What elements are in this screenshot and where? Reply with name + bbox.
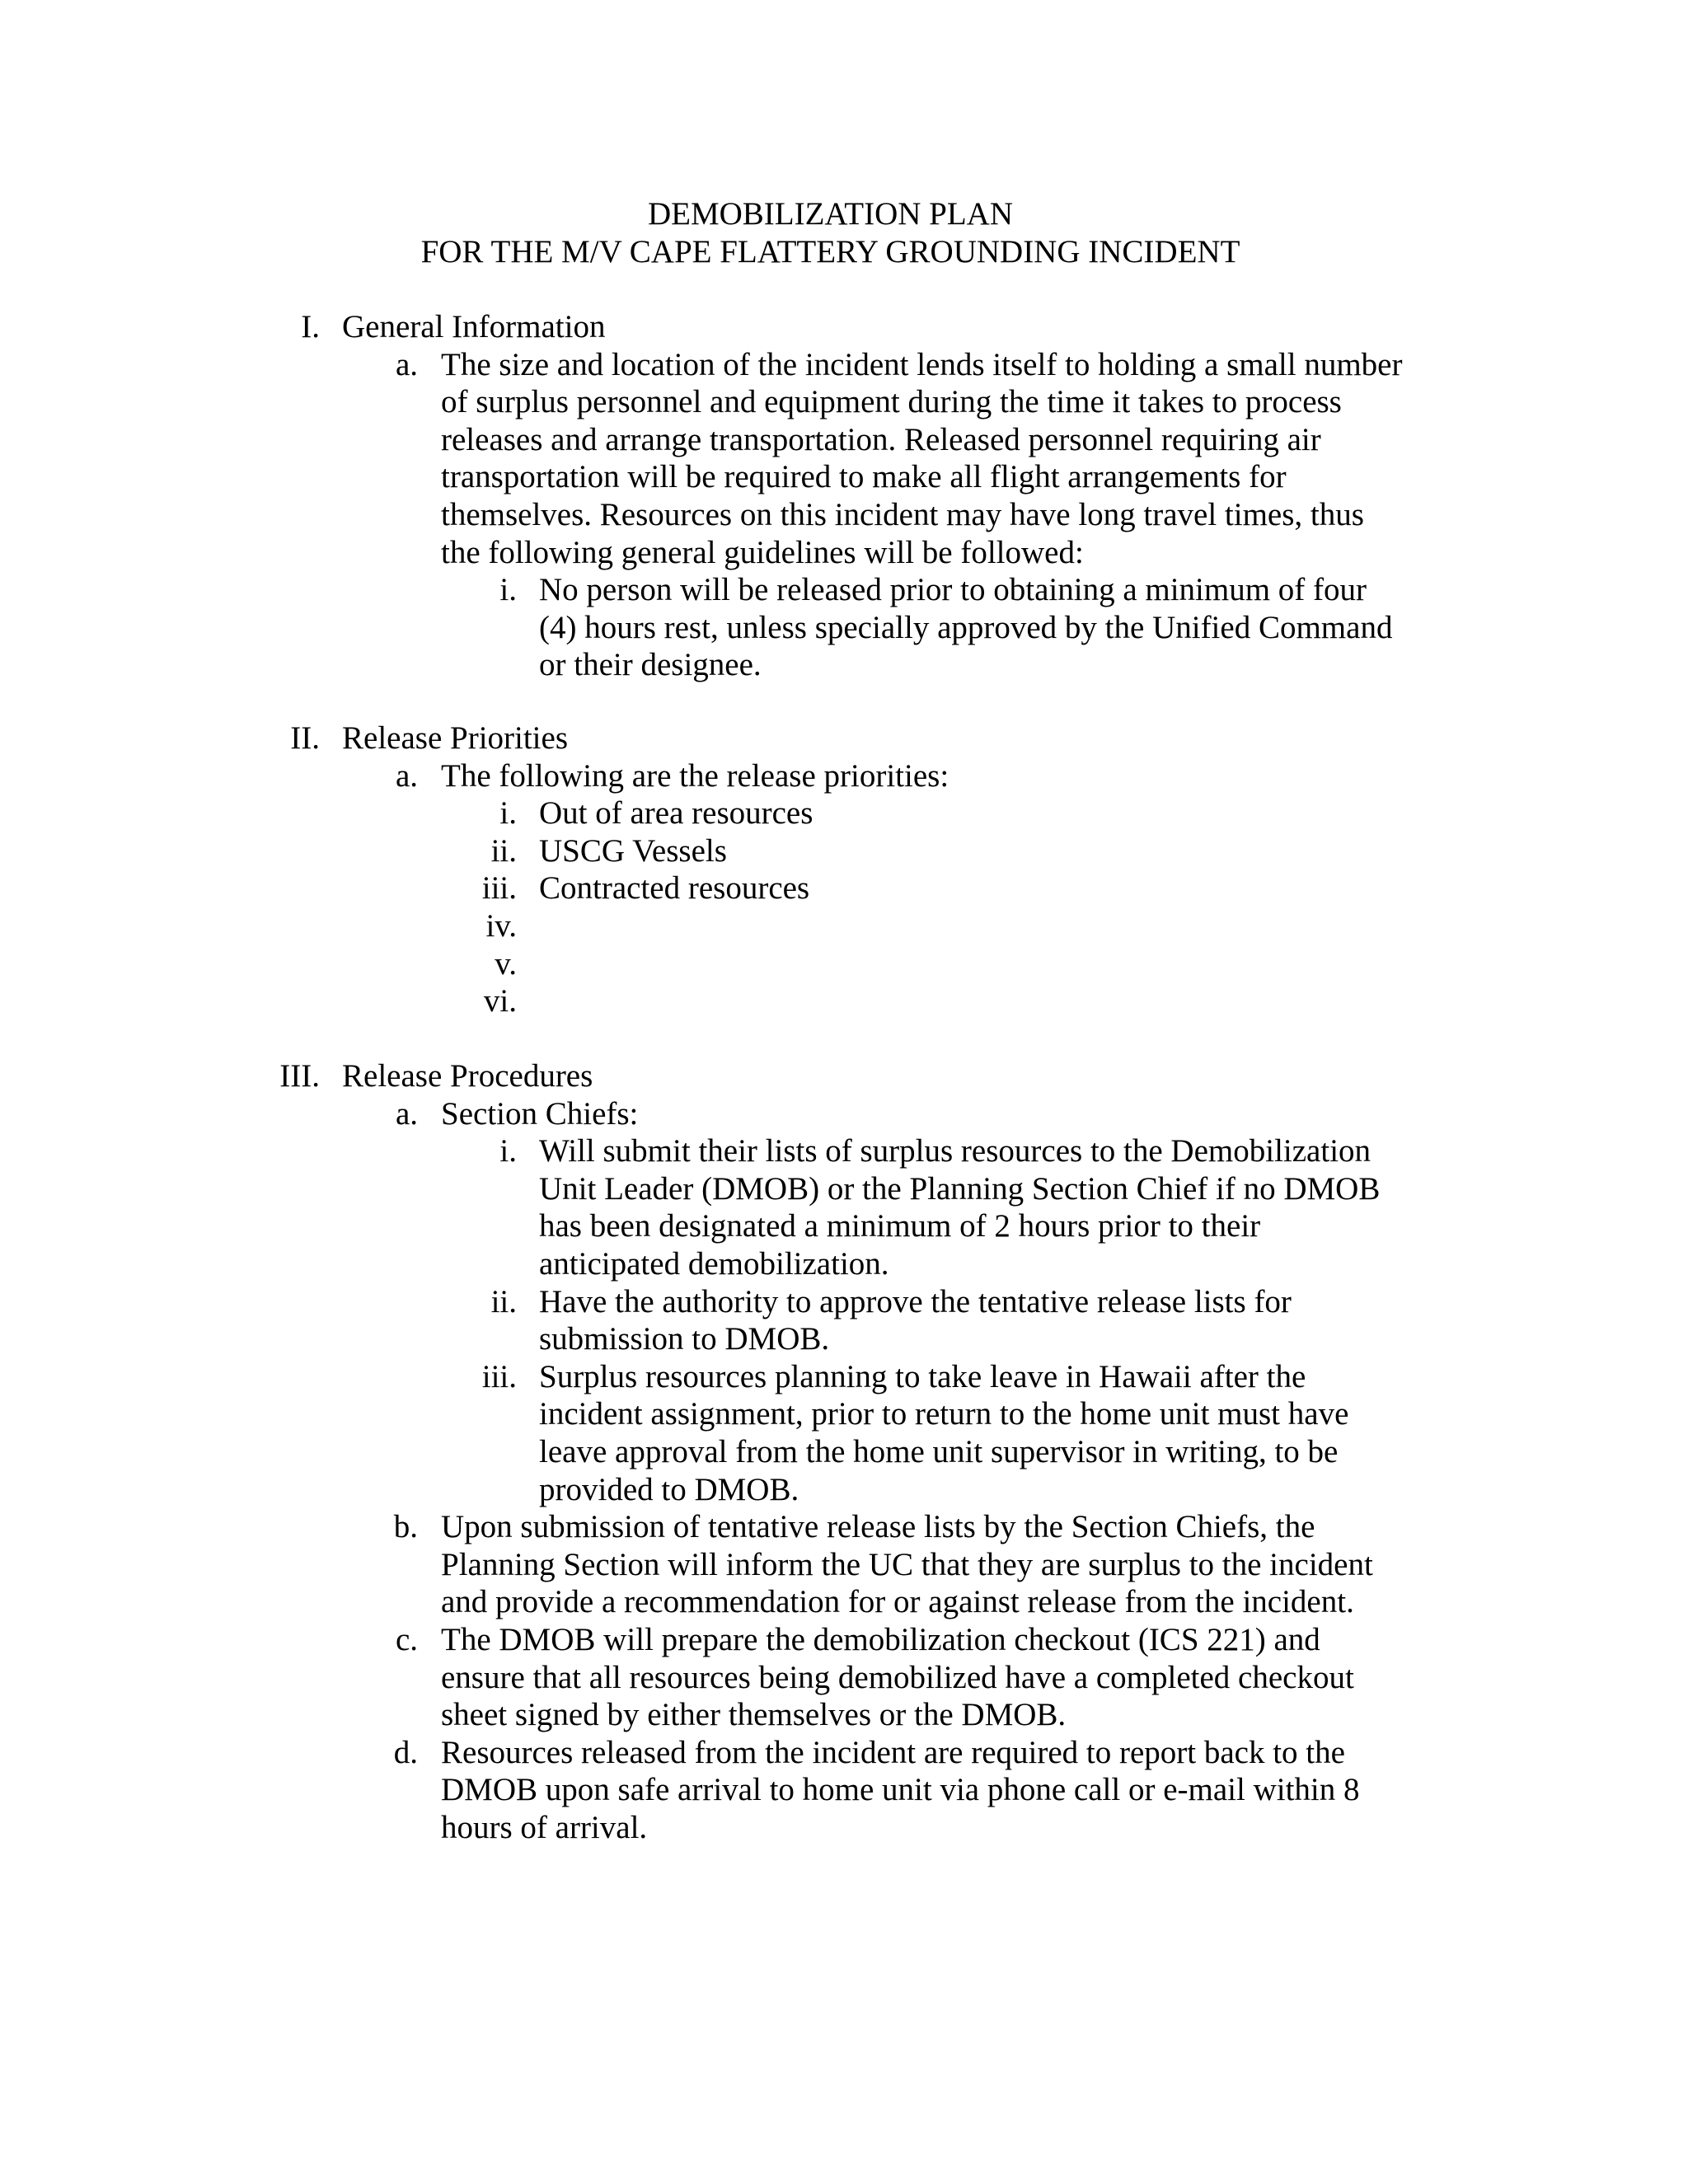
subitem-marker: i. — [499, 795, 517, 832]
sub-list-item — [0, 869, 1688, 907]
subitem-text: No person will be released prior to obtaining a minimum of four (4) hours rest, unless specially approved by the Unified Command or their designee. — [539, 572, 1393, 683]
list-item — [0, 346, 1688, 572]
item-marker: b. — [393, 1509, 418, 1545]
section-heading — [0, 719, 1688, 757]
subitem-text: Surplus resources planning to take leave in Hawaii after the incident assignment, prior to return to the home unit must have leave approval from the home unit supervisor in writing, to be provided to DMOB. — [539, 1358, 1349, 1507]
item-text: Upon submission of tentative release lists by the Section Chiefs, the Planning Section will inform the UC that they are surplus to the incident and provide a recommendation for or against release from the incident. — [441, 1509, 1373, 1620]
subitem-text: Out of area resources — [539, 795, 814, 832]
subitem-marker: i. — [499, 1133, 517, 1169]
item-marker: c. — [395, 1621, 418, 1657]
section-general-information — [0, 308, 1688, 684]
subitem-text: Will submit their lists of surplus resources to the Demobilization Unit Leader (DMOB) or the Planning Section Chief if no DMOB has been designated a minimum of 2 hours prior to their anticipated demobilization. — [539, 1133, 1381, 1282]
section-heading — [0, 1057, 1688, 1095]
subitem-text: USCG Vessels — [539, 832, 727, 869]
subitem-text: Contracted resources — [539, 870, 810, 907]
subitem-marker: ii. — [490, 1283, 517, 1319]
sub-list-item — [0, 907, 1688, 945]
sub-list-item — [0, 1283, 1688, 1358]
section-marker: II. — [290, 720, 320, 756]
subitem-marker: iii. — [481, 1358, 517, 1394]
sub-list-item — [0, 571, 1688, 684]
subitem-marker: ii. — [490, 832, 517, 869]
list-item — [0, 1734, 1688, 1847]
item-marker: a. — [395, 346, 418, 382]
list-item — [0, 1621, 1688, 1734]
item-text: The following are the release priorities: — [441, 757, 950, 794]
title-line-2: FOR THE M/V CAPE FLATTERY GROUNDING INCIDENT — [420, 233, 1240, 269]
item-marker: a. — [395, 757, 418, 794]
document-title — [0, 195, 1661, 270]
sub-list-item — [0, 832, 1688, 870]
section-release-priorities — [0, 719, 1688, 1020]
section-marker: III. — [279, 1058, 320, 1094]
section-heading-text: Release Priorities — [342, 720, 569, 756]
section-release-procedures — [0, 1057, 1688, 1846]
list-item — [0, 1508, 1688, 1621]
item-marker: a. — [395, 1095, 418, 1132]
item-text: The size and location of the incident lends itself to holding a small number of surplus personnel and equipment during the time it takes to process releases and arrange transportation. Released personnel requiring air transportation will be required to make all flight arrangements for themselves. Resources on this incident may have long travel times, thus the following general guidelines will be followed: — [441, 346, 1403, 570]
sub-list-item — [0, 1132, 1688, 1282]
item-marker: d. — [393, 1734, 418, 1770]
section-marker: I. — [301, 309, 320, 344]
subitem-marker: i. — [499, 572, 517, 608]
sub-list-item — [0, 1358, 1688, 1508]
subitem-marker: iv. — [485, 907, 517, 944]
subitem-marker: iii. — [481, 870, 517, 907]
subitem-marker: v. — [495, 945, 517, 982]
sub-list-item — [0, 794, 1688, 832]
item-text: Section Chiefs: — [441, 1095, 639, 1132]
section-heading-text: Release Procedures — [342, 1058, 593, 1094]
subitem-marker: vi. — [483, 983, 517, 1019]
subitem-text: Have the authority to approve the tentative release lists for submission to DMOB. — [539, 1283, 1292, 1357]
item-text: Resources released from the incident are required to report back to the DMOB upon safe arrival to home unit via phone call or e-mail within 8 hours of arrival. — [441, 1734, 1360, 1845]
title-line-1: DEMOBILIZATION PLAN — [647, 196, 1014, 232]
section-heading — [0, 308, 1688, 346]
list-item — [0, 757, 1688, 795]
section-heading-text: General Information — [342, 309, 606, 344]
sub-list-item — [0, 945, 1688, 983]
item-text: The DMOB will prepare the demobilization checkout (ICS 221) and ensure that all resources being demobilized have a completed checkout sheet signed by either themselves or the DMOB. — [441, 1621, 1354, 1733]
list-item — [0, 1095, 1688, 1133]
sub-list-item — [0, 982, 1688, 1020]
